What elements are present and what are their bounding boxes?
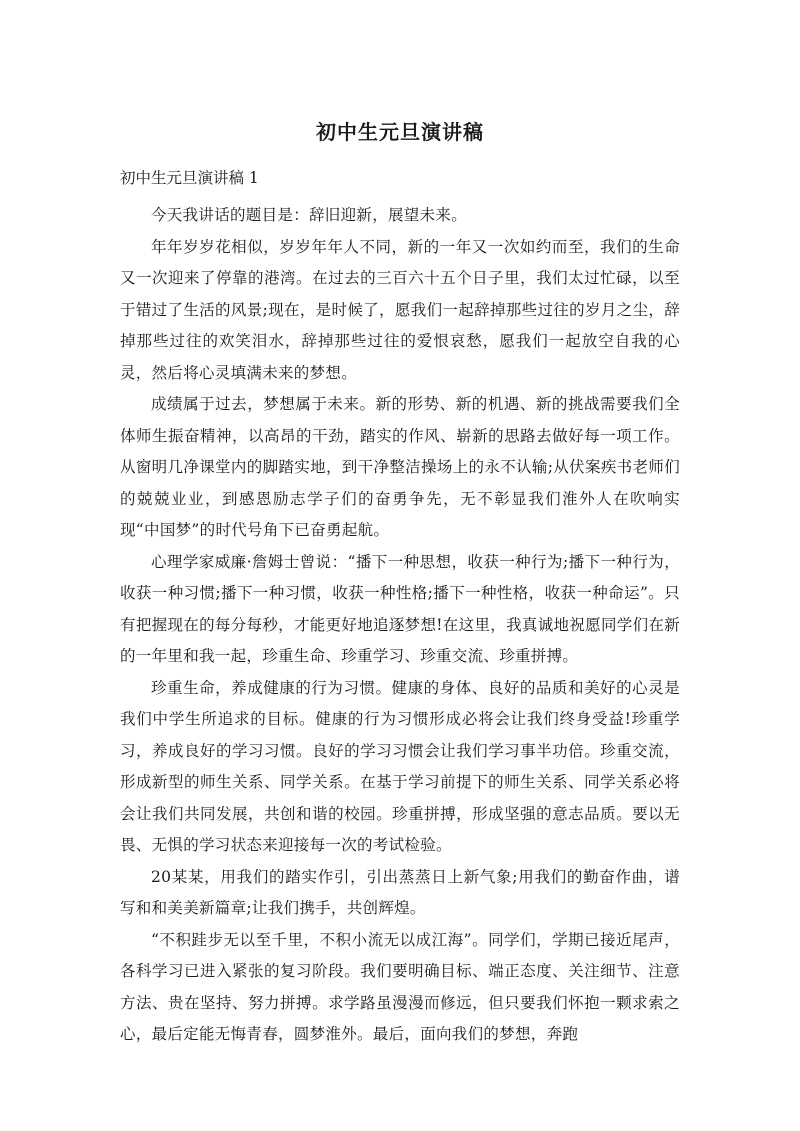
paragraph-3: 成绩属于过去，梦想属于未来。新的形势、新的机遇、新的挑战需要我们全体师生振奋精神，以高昂的干劲，踏实的作风、崭新的思路去做好每一项工作。从窗明几净课堂内的脚踏实地，到干净整洁操场上的永不认输;从伏案疾书老师们的兢兢业业，到感恩励志学子们的奋勇争先，无不彰显我们淮外人在吹响实现“中国梦”的时代号角下已奋勇起航。 (120, 395, 680, 539)
paragraph-4: 心理学家威廉·詹姆士曾说：“播下一种思想，收获一种行为;播下一种行为，收获一种习惯;播下一种习惯，收获一种性格;播下一种性格，收获一种命运”。只有把握现在的每分每秒，才能更好地追逐梦想!在这里，我真诚地祝愿同学们在新的一年里和我一起，珍重生命、珍重学习、珍重交流、珍重拼搏。 (120, 552, 680, 665)
paragraph-2: 年年岁岁花相似，岁岁年年人不同，新的一年又一次如约而至，我们的生命又一次迎来了停靠的港湾。在过去的三百六十五个日子里，我们太过忙碌，以至于错过了生活的风景;现在，是时候了，愿我们一起辞掉那些过往的岁月之尘，辞掉那些过往的欢笑泪水，辞掉那些过往的爱恨哀愁，愿我们一起放空自我的心灵，然后将心灵填满未来的梦想。 (120, 237, 680, 382)
paragraph-1: 今天我讲话的题目是：辞旧迎新，展望未来。 (151, 206, 468, 224)
paragraph-7: “不积跬步无以至千里，不积小流无以成江海”。同学们，学期已接近尾声，各科学习已进入紧张的复习阶段。我们要明确目标、端正态度、关注细节、注意方法、贵在坚持、努力拼搏。求学路虽漫漫而修远，但只要我们怀抱一颗求索之心，最后定能无悔青春，圆梦淮外。最后，面向我们的梦想，奔跑 (120, 930, 680, 1043)
paragraph-5: 珍重生命，养成健康的行为习惯。健康的身体、良好的品质和美好的心灵是我们中学生所追求的目标。健康的行为习惯形成必将会让我们终身受益!珍重学习，养成良好的学习习惯。良好的学习习惯会让我们学习事半功倍。珍重交流，形成新型的师生关系、同学关系。在基于学习前提下的师生关系、同学关系必将会让我们共同发展，共创和谐的校园。珍重拼搏，形成坚强的意志品质。要以无畏、无惧的学习状态来迎接每一次的考试检验。 (120, 678, 680, 854)
document-title: 初中生元旦演讲稿 (316, 120, 484, 144)
document-subtitle: 初中生元旦演讲稿 1 (120, 169, 259, 187)
paragraph-6: 20某某，用我们的踏实作引，引出蒸蒸日上新气象;用我们的勤奋作曲，谱写和和美美新篇章;让我们携手，共创辉煌。 (120, 867, 680, 917)
